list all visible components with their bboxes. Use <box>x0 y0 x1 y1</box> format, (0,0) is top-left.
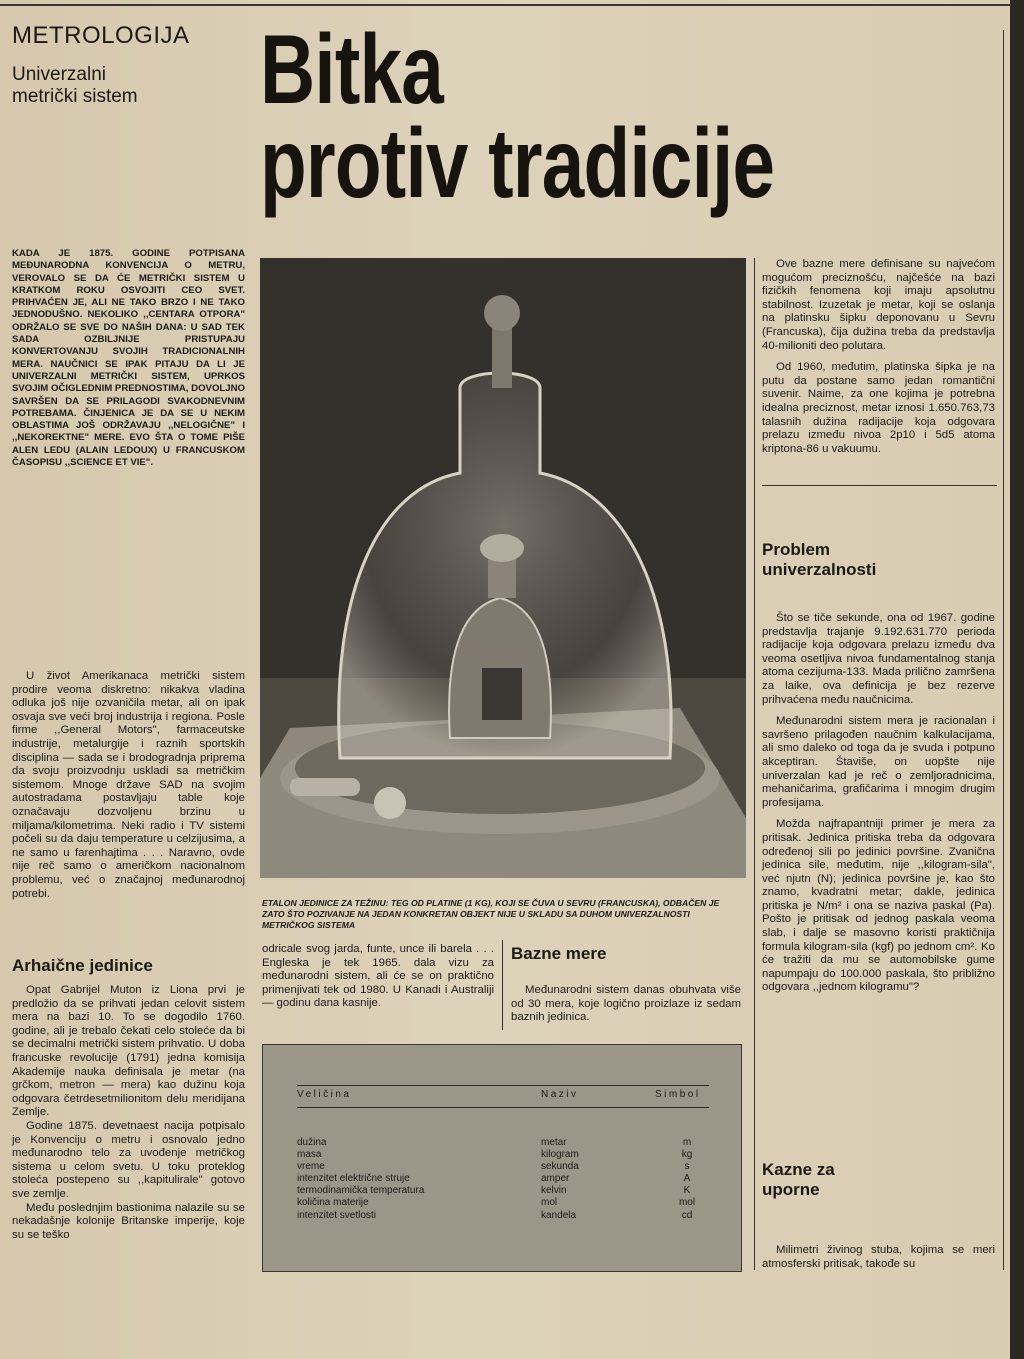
table-cell: kelvin <box>541 1185 567 1197</box>
photo-caption: ETALON JEDINICE ZA TEŽINU: TEG OD PLATINE (1 KG), KOJI SE ČUVA U SEVRU (FRANCUSKA), ODBAČEN JE ZATO ŠTO POZIVANJE NA JEDAN KONKRETAN OBJEKT NIJE U SKLADU SA DUHOM UNIVERZALNOSTI METRIČKOG SISTEMA <box>262 898 720 930</box>
paragraph: Međunarodni sistem danas obuhvata više od 30 mera, koje logično proizlaze iz sedam baznih jedinica. <box>511 984 741 1024</box>
table-cell: cd <box>681 1209 693 1221</box>
table-header-quantity: Veličina <box>297 1089 352 1100</box>
table-column-symbol <box>675 1137 699 1222</box>
section-label: METROLOGIJA <box>12 22 190 49</box>
table-cell: intenzitet svetlosti <box>297 1209 376 1221</box>
paragraph: Što se tiče sekunde, ona od 1967. godine predstavlja trajanje 9.192.631.770 perioda radijacije koja odgovara prelazu između dva veoma osetljiva nivoa fundamentalnog stanja atoma cezijuma-133. Mada prilično zamršena za laike, ova definicija je bez rezerve prihvaćena među naučnicima. <box>762 612 995 706</box>
table-header-symbol: Simbol <box>655 1089 701 1100</box>
table-cell: kandela <box>541 1209 577 1221</box>
body-column-3 <box>511 984 741 1033</box>
subsection-line-2: metrički sistem <box>12 86 138 107</box>
paragraph: Godine 1875. devetnaest nacija potpisalo je Konvenciju o metru i osnovalo jedno međunarodno telo za uvođenje metričkog sistema u celom svetu. U toku proteklog stoleća postepeno su ,,kapitulirale" gotovo sve zemlje. <box>12 1119 245 1200</box>
table-cell: amper <box>541 1173 570 1185</box>
bell-jar-illustration <box>260 258 746 878</box>
subsection-label <box>12 64 172 108</box>
body-column-4-cont <box>762 612 995 1003</box>
title-line-1: Bitka <box>260 14 444 124</box>
column-divider <box>502 940 503 1030</box>
paragraph: odricale svog jarda, funte, unce ili barela . . . Engleska je tek 1965. dala vizu za međunarodni sistem, ali će se on praktično primenjivati tek od 1980. U Kanadi i Australiji — godinu dana kasnije. <box>262 943 494 1010</box>
right-rule <box>1003 30 1004 1270</box>
top-rule <box>0 4 1010 6</box>
kilogram-prototype-photo <box>260 258 746 878</box>
subheading-penalties: Kazne za uporne <box>762 1160 835 1199</box>
body-column-1-cont <box>12 984 245 1242</box>
lead-paragraph: KADA JE 1875. GODINE POTPISANA MEĐUNARODNA KONVENCIJA O METRU, VEROVALO SE DA ĆE METRIČKI SISTEM U KRATKOM ROKU OSVOJITI CEO SVET. PRIHVAĆEN JE, ALI NE TAKO BRZO I NE TAKO JEDNODUŠNO. NEKOLIKO ,,CENTARA OTPORA" ODRŽALO SE SVE DO NAŠIH DANA: U SAD TEK SADA OZBILJNIJE PRISTUPAJU KONVERTOVANJU SVOJIH TRADICIONALNIH MERA. NAUČNICI SE IPAK PITAJU DA LI JE UNIVERZALNI METRIČKI SISTEM, UPRKOS SVOJIM OČIGLEDNIM PREDNOSTIMA, DOVOLJNO SAVRŠEN DA SE PRILAGODI SVAKODNEVNIM POTREBAMA. ČINJENICA JE DA SE U NEKIM OBLASTIMA JOŠ ODRŽAVAJU ,,NELOGIČNE" I ,,NEKOREKTNE" MERE. EVO ŠTA O TOME PIŠE ALEN LEDU (ALAIN LEDOUX) U FRANCUSKOM ČASOPISU ,,SCIENCE ET VIE". <box>12 248 245 469</box>
page-edge <box>1010 0 1024 1359</box>
paragraph: Među poslednjim bastionima nalazile su se nekadašnje kolonije Britanske imperije, koje su se teško <box>12 1201 245 1241</box>
paragraph: U život Amerikanaca metrički sistem prodire veoma diskretno: nikakva vladina odluka još nije ozvaničila metar, ali on ipak osvaja sve veći broj industrija i regiona. Posle firme ,,General Motors", farmaceutske industrije, metalurgije i raznih sportskih disciplina — sada se i brodogradnja priprema da svoju proizvodnju uskladi sa metričkim sistemom. Mnoge države SAD na svojim autostradama postavljaju table koje označavaju dozvoljenu brzinu u miljama/kilometrima. Neki radio i TV sistemi počeli su da daju temperature u celzijusima, a ne samo u farenhajtima . . . Naravno, ovde nije reč samo o američkom nacionalnom problemu, već o značajnoj međunarodnoj potrebi. <box>12 670 245 900</box>
paragraph: Od 1960, međutim, platinska šipka je na putu da postane samo jedan romantični suvenir. Naime, za one kojima je potrebna idealna preciznost, metar iznosi 1.650.763,73 talasnih dužina radijacije koja odgovara prelazu između nivoa 2p10 i 5d5 atoma kriptona-86 u vakuumu. <box>762 361 995 455</box>
table-cell: intenzitet električne struje <box>297 1173 410 1185</box>
column-divider <box>754 258 755 1270</box>
table-rule <box>297 1107 709 1108</box>
table-cell: vreme <box>297 1161 325 1173</box>
table-cell: kg <box>681 1149 693 1161</box>
subsection-line-1: Univerzalni <box>12 64 106 85</box>
table-cell: s <box>684 1161 690 1173</box>
table-column-quantity <box>297 1137 424 1222</box>
table-cell: masa <box>297 1149 322 1161</box>
paragraph: Možda najfrapantniji primer je mera za pritisak. Jedinica pritiska treba da odgovara određenoj sili po jedinici površine. Zvanična jedinica sile, međutim, nije ,,kilogram-sila", već njutn (N); jedinica površine je, kao što znamo, kvadratni metar; dakle, jedinica pritiska je N/m² i ona se naziva paskal (Pa). Pošto je pritisak od jednog paskala veoma slab, i dalje se masovno koristi praktičnija formula kilogram-sila (kgf) po jednom cm². Ko će tražiti da mu se automobilske gume napumpaju do 100.000 paskala, što približno odgovara ,,jednom kilogramu"? <box>762 818 995 994</box>
page-title <box>260 14 837 218</box>
section-divider <box>762 485 997 486</box>
subheading-base-units: Bazne mere <box>511 944 607 963</box>
paragraph: Opat Gabrijel Muton iz Liona prvi je predložio da se prihvati jedan celovit sistem mera na bazi 10. To se dogodilo 1760. godine, ali je trebalo čekati celo stoleće da bi se decimalni metrički sistem prihvatio. U doba francuske revolucije (1791) jedna komisija Akademije nauka definisala je metar (na grčkom, metron — mera) kao dužinu koja odgovara četrdesetmilionitom delu meridijana Zemlje. <box>12 984 245 1119</box>
table-rule <box>297 1085 709 1086</box>
body-column-4 <box>762 258 995 464</box>
title-line-2: protiv tradicije <box>260 108 775 218</box>
si-units-table <box>262 1044 742 1272</box>
table-column-name <box>541 1137 579 1222</box>
body-column-2 <box>262 943 494 1019</box>
table-cell: mol <box>541 1197 558 1209</box>
table-cell: termodinamička temperatura <box>297 1185 425 1197</box>
subheading-archaic-units: Arhaične jedinice <box>12 956 153 975</box>
table-cell: kilogram <box>541 1149 579 1161</box>
table-cell: sekunda <box>541 1161 579 1173</box>
paragraph: Milimetri živinog stuba, kojima se meri atmosferski pritisak, takođe su <box>762 1244 995 1270</box>
table-cell: mol <box>678 1197 696 1209</box>
paragraph: Međunarodni sistem mera je racionalan i savršeno prilagođen naučnim kalkulacijama, ali smo daleko od toga da je svuda i potpuno akceptiran. Štaviše, on uopšte nije univerzalan kad je reč o zemljoradnicima, mehaničarima, grafičarima i mnogim drugim profesijama. <box>762 715 995 809</box>
table-cell: količina materije <box>297 1197 369 1209</box>
table-cell: K <box>683 1185 691 1197</box>
table-cell: dužina <box>297 1137 327 1148</box>
paragraph: Ove bazne mere definisane su najvećom mogućom preciznošću, najčešće na bazi fizičkih fenomena koji imaju apsolutnu stabilnost. Izuzetak je metar, koji se oslanja na platinsku šipku deponovanu u Sevru (Francuska), čija dužina treba da predstavlja 40-milioniti deo polutara. <box>762 258 995 352</box>
body-column-1 <box>12 670 245 909</box>
table-cell: A <box>683 1173 691 1185</box>
body-column-4-end <box>762 1244 995 1279</box>
subheading-universality: Problem univerzalnosti <box>762 540 877 579</box>
table-cell: m <box>682 1137 692 1148</box>
table-cell: metar <box>541 1137 567 1148</box>
table-header-name: Naziv <box>541 1089 579 1100</box>
